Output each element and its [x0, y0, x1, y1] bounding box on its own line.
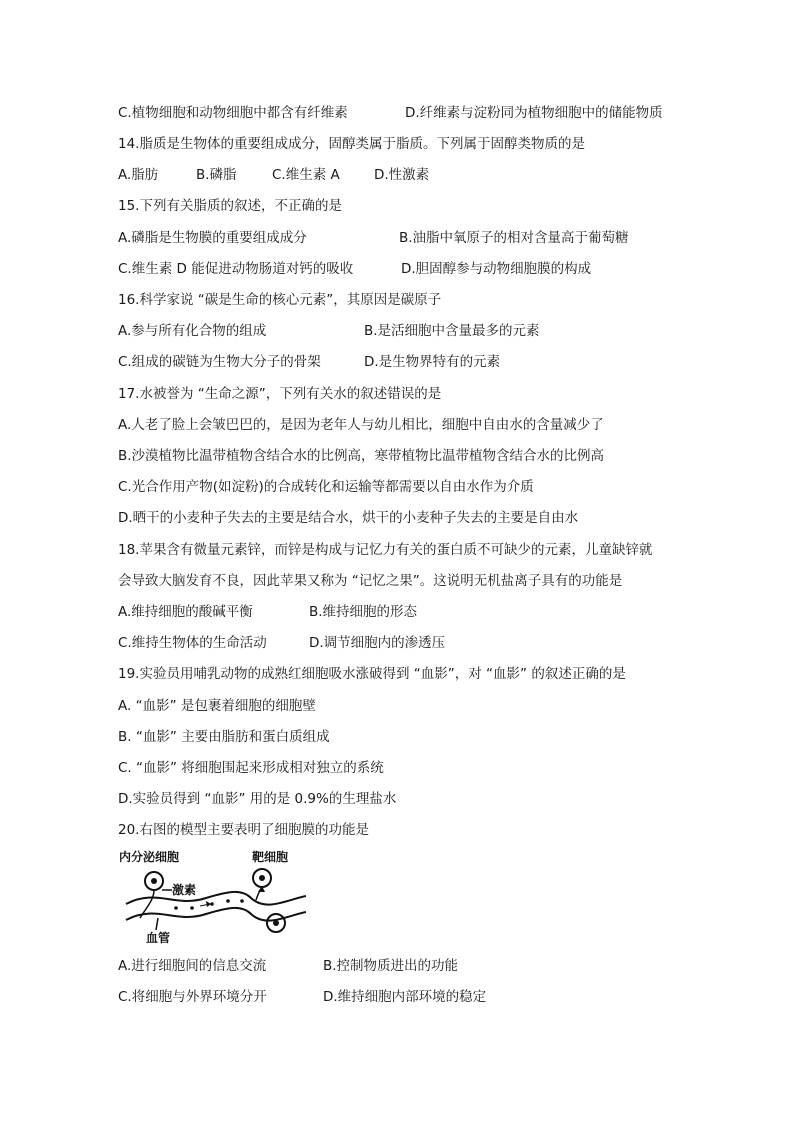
q15-option-b: B.油脂中氧原子的相对含量高于葡萄糖 — [399, 230, 629, 246]
q20-option-d: D.维持细胞内部环境的稳定 — [323, 989, 487, 1005]
q17-stem: 17.水被誉为 “生命之源”，下列有关水的叙述错误的是 — [118, 386, 442, 402]
vessel-label: 血管 — [146, 931, 171, 945]
q16-option-a: A.参与所有化合物的组成 — [118, 323, 267, 339]
q19-option-b: B. “血影” 主要由脂肪和蛋白质组成 — [118, 729, 330, 745]
flow-arrow-head — [206, 901, 211, 907]
q19-option-d: D.实验员得到 “血影” 用的是 0.9%的生理盐水 — [118, 791, 397, 807]
q17-option-c: C.光合作用产物(如淀粉)的合成转化和运输等都需要以自由水作为介质 — [118, 479, 534, 495]
vessel-pointer — [156, 918, 158, 930]
q16-option-b: B.是活细胞中含量最多的元素 — [364, 323, 540, 339]
q14-option-c: C.维生素 A — [272, 167, 340, 183]
q14-stem: 14.脂质是生物体的重要组成成分，固醇类属于脂质。下列属于固醇类物质的是 — [118, 136, 585, 152]
endocrine-cell-icon — [145, 872, 163, 890]
hormone-label: 激素 — [172, 883, 197, 897]
q20-stem: 20.右图的模型主要表明了细胞膜的功能是 — [118, 822, 369, 838]
q17-option-d: D.晒干的小麦种子失去的主要是结合水，烘干的小麦种子失去的主要是自由水 — [118, 510, 579, 526]
q17-option-a: A.人老了脸上会皱巴巴的，是因为老年人与幼儿相比，细胞中自由水的含量减少了 — [118, 417, 604, 433]
q14-option-d: D.性激素 — [374, 167, 430, 183]
q18-option-c: C.维持生物体的生命活动 — [118, 635, 267, 651]
q20-option-a: A.进行细胞间的信息交流 — [118, 958, 267, 974]
q18-stem-line2: 会导致大脑发育不良，因此苹果又称为 “记忆之果”。这说明无机盐离子具有的功能是 — [118, 573, 623, 589]
endocrine-cell-label: 内分泌细胞 — [119, 850, 180, 864]
q13-option-d: D.纤维素与淀粉同为植物细胞中的储能物质 — [405, 105, 663, 121]
q14-option-b: B.磷脂 — [196, 167, 237, 183]
q18-option-d: D.调节细胞内的渗透压 — [309, 635, 446, 651]
q13-option-c: C.植物细胞和动物细胞中都含有纤维素 — [118, 105, 348, 121]
nontarget-cell-icon — [267, 914, 285, 932]
q18-stem-line1: 18.苹果含有微量元素锌，而锌是构成与记忆力有关的蛋白质不可缺少的元素，儿童缺锌就 — [118, 542, 653, 558]
q20-option-b: B.控制物质进出的功能 — [323, 958, 459, 974]
q17-option-b: B.沙漠植物比温带植物含结合水的比例高，寒带植物比温带植物含结合水的比例高 — [118, 448, 605, 464]
cell-signaling-diagram — [116, 848, 306, 946]
q15-option-d: D.胆固醇参与动物细胞膜的构成 — [401, 261, 592, 277]
q15-stem: 15.下列有关脂质的叙述，不正确的是 — [118, 198, 342, 214]
q18-option-a: A.维持细胞的酸碱平衡 — [118, 604, 253, 620]
q15-option-c: C.维生素 D 能促进动物肠道对钙的吸收 — [118, 261, 354, 277]
q18-option-b: B.维持细胞的形态 — [309, 604, 418, 620]
q19-option-a: A. “血影” 是包裹着细胞的细胞壁 — [118, 698, 316, 714]
q16-option-d: D.是生物界特有的元素 — [364, 354, 501, 370]
q20-option-c: C.将细胞与外界环境分开 — [118, 989, 267, 1005]
q16-option-c: C.组成的碳链为生物大分子的骨架 — [118, 354, 321, 370]
q14-option-a: A.脂肪 — [118, 167, 159, 183]
q15-option-a: A.磷脂是生物膜的重要组成成分 — [118, 230, 307, 246]
q16-stem: 16.科学家说 “碳是生命的核心元素”，其原因是碳原子 — [118, 292, 442, 308]
q19-stem: 19.实验员用哺乳动物的成熟红细胞吸水涨破得到 “血影”，对 “血影” 的叙述正确的是 — [118, 666, 626, 682]
q19-option-c: C. “血影” 将细胞围起来形成相对独立的系统 — [118, 760, 384, 776]
target-cell-label: 靶细胞 — [252, 850, 289, 864]
target-cell-icon — [253, 869, 271, 887]
